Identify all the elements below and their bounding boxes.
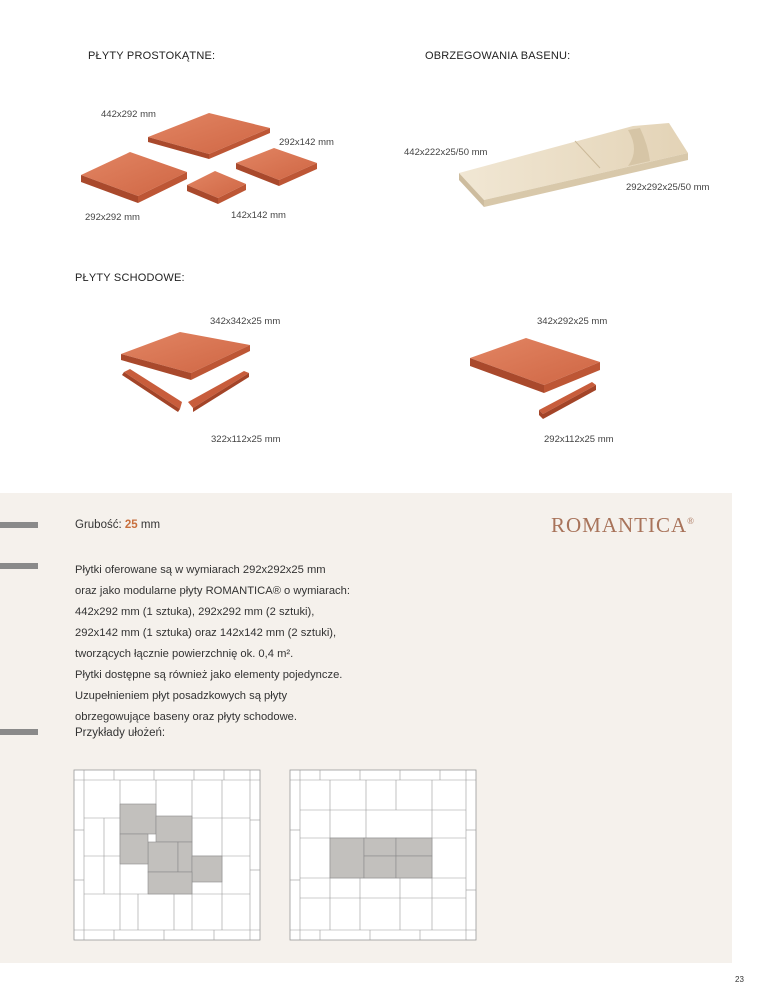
dim-142x142: 142x142 mm: [231, 210, 286, 221]
section-marker-3: [0, 729, 38, 735]
dim-342x292x25: 342x292x25 mm: [537, 316, 608, 327]
thickness-unit: mm: [140, 519, 161, 531]
dim-292x292: 292x292 mm: [85, 212, 140, 223]
description-text: [75, 560, 358, 728]
stair-tiles-straight-image: [0, 0, 768, 460]
page-number: 23: [735, 975, 744, 984]
brand-name: ROMANTICA: [551, 513, 688, 537]
description-line: oraz jako modularne płyty ROMANTICA® o wymiarach:: [75, 585, 350, 597]
brand-logo: [551, 513, 695, 538]
thickness-value: 25: [124, 519, 138, 531]
layout-example-2: [290, 770, 476, 940]
layout-example-1: [74, 770, 260, 940]
section-marker-2: [0, 563, 38, 569]
description-line: 442x292 mm (1 sztuka), 292x292 mm (2 sztuki),: [75, 606, 315, 618]
description-line: tworzących łącznie powierzchnię ok. 0,4 m².: [75, 648, 294, 660]
description-line: obrzegowujące baseny oraz płyty schodowe.: [75, 711, 298, 723]
section-marker-1: [0, 522, 38, 528]
dim-292x292x25-50: 292x292x25/50 mm: [626, 182, 710, 193]
description-line: Płytki dostępne są również jako elementy pojedyncze.: [75, 669, 343, 681]
thickness-line: [75, 519, 160, 531]
thickness-label: Grubość:: [75, 519, 122, 531]
dim-442x222x25-50: 442x222x25/50 mm: [404, 147, 488, 158]
dim-292x142: 292x142 mm: [279, 137, 334, 148]
dim-442x292: 442x292 mm: [101, 109, 156, 120]
description-line: Uzupełnieniem płyt posadzkowych są płyty: [75, 690, 288, 702]
brand-mark: ®: [687, 516, 696, 526]
description-line: 292x142 mm (1 sztuka) oraz 142x142 mm (2 sztuki),: [75, 627, 337, 639]
dim-292x112x25: 292x112x25 mm: [544, 434, 614, 445]
heading-pool-edging: OBRZEGOWANIA BASENU:: [425, 50, 571, 62]
description-line: Płytki oferowane są w wymiarach 292x292x25 mm: [75, 564, 326, 576]
heading-stair-tiles: PŁYTY SCHODOWE:: [75, 272, 185, 284]
dim-342x342x25: 342x342x25 mm: [210, 316, 281, 327]
examples-label: Przykłady ułożeń:: [75, 727, 166, 739]
heading-rectangular-tiles: PŁYTY PROSTOKĄTNE:: [88, 50, 216, 62]
dim-322x112x25: 322x112x25 mm: [211, 434, 281, 445]
